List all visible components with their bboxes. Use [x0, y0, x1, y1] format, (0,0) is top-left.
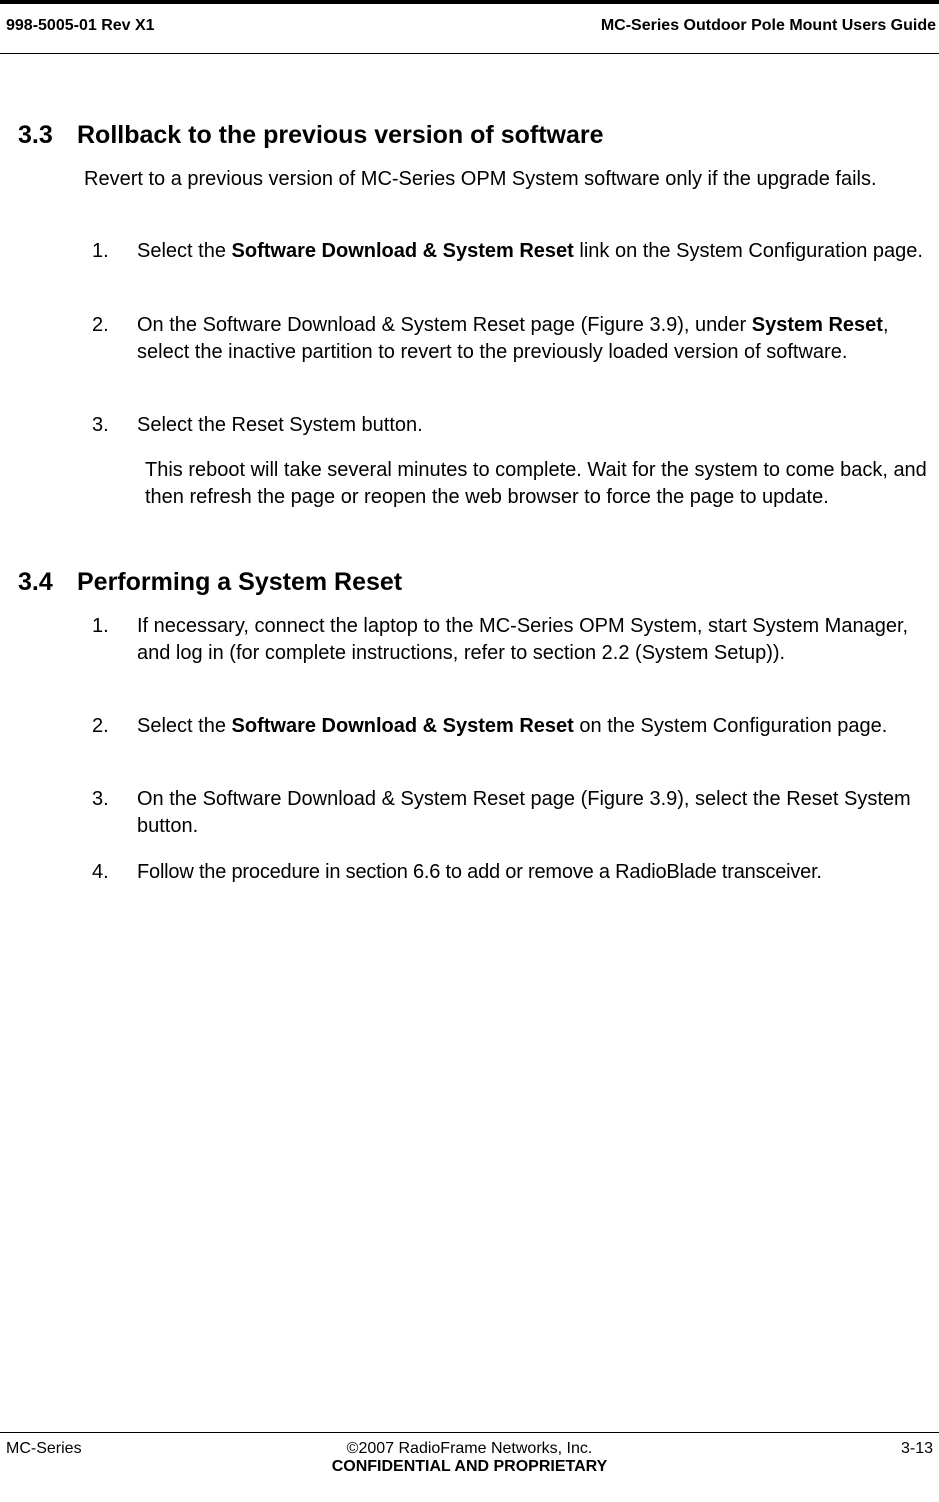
step-text-pre: On the Software Download & System Reset page (Figure 3.9), under — [137, 314, 752, 336]
step-text-pre: Select the — [137, 240, 232, 262]
header-top-rule — [0, 0, 939, 4]
section-title: Performing a System Reset — [77, 568, 403, 596]
step-text-post: on the System Configuration page. — [573, 715, 888, 737]
list-item — [92, 238, 937, 265]
list-item — [92, 312, 937, 366]
step-text: Select the Reset System button. — [137, 414, 423, 436]
section-3-3-note: This reboot will take several minutes to complete. Wait for the system to come back, and then refresh the page or reopen the web browser to force the page to update. — [145, 459, 927, 508]
step-text: Follow the procedure in section 6.6 to add or remove a RadioBlade transceiver. — [137, 861, 822, 883]
section-number: 3.3 — [18, 121, 53, 149]
list-item — [92, 412, 937, 439]
list-item — [92, 786, 937, 840]
step-text-bold: System Reset — [751, 314, 883, 336]
section-title: Rollback to the previous version of software — [77, 121, 604, 149]
step-number: 3. — [92, 414, 109, 436]
footer-rule — [0, 1432, 939, 1433]
step-text — [137, 713, 937, 740]
footer-product: MC-Series — [6, 1440, 82, 1457]
header-rule — [0, 53, 939, 54]
list-item — [92, 613, 937, 667]
step-text-post: link on the System Configuration page. — [573, 240, 923, 262]
step-text-bold: Software Download & System Reset — [231, 715, 574, 737]
step-number: 1. — [92, 240, 109, 262]
step-text — [137, 238, 937, 265]
step-text-pre: Select the — [137, 715, 232, 737]
step-number: 1. — [92, 615, 109, 637]
list-item — [92, 859, 939, 886]
step-text: On the Software Download & System Reset page (Figure 3.9), select the Reset System button. — [137, 788, 911, 837]
step-text-post: , select the inactive partition to revert to the previously loaded version of software. — [137, 314, 889, 363]
step-text: If necessary, connect the laptop to the MC-Series OPM System, start System Manager, and log in (for complete instructions, refer to section 2.2 (System Setup)). — [137, 615, 909, 664]
list-item — [92, 713, 937, 740]
section-3-3-heading — [18, 121, 604, 150]
step-number: 2. — [92, 715, 109, 737]
step-number: 4. — [92, 861, 109, 883]
step-text — [137, 312, 937, 366]
section-number: 3.4 — [18, 568, 53, 596]
header-doc-id: 998-5005-01 Rev X1 — [6, 17, 155, 34]
step-text-bold: Software Download & System Reset — [231, 240, 574, 262]
footer-page-number: 3-13 — [900, 1440, 933, 1457]
section-3-3-intro: Revert to a previous version of MC-Series OPM System software only if the upgrade fails. — [84, 168, 877, 190]
footer-copyright: ©2007 RadioFrame Networks, Inc. — [346, 1440, 593, 1457]
step-number: 2. — [92, 314, 109, 336]
section-3-4-heading — [18, 568, 402, 597]
step-number: 3. — [92, 788, 109, 810]
footer-confidential: CONFIDENTIAL AND PROPRIETARY — [331, 1458, 608, 1475]
header-doc-title: MC-Series Outdoor Pole Mount Users Guide — [600, 17, 936, 34]
